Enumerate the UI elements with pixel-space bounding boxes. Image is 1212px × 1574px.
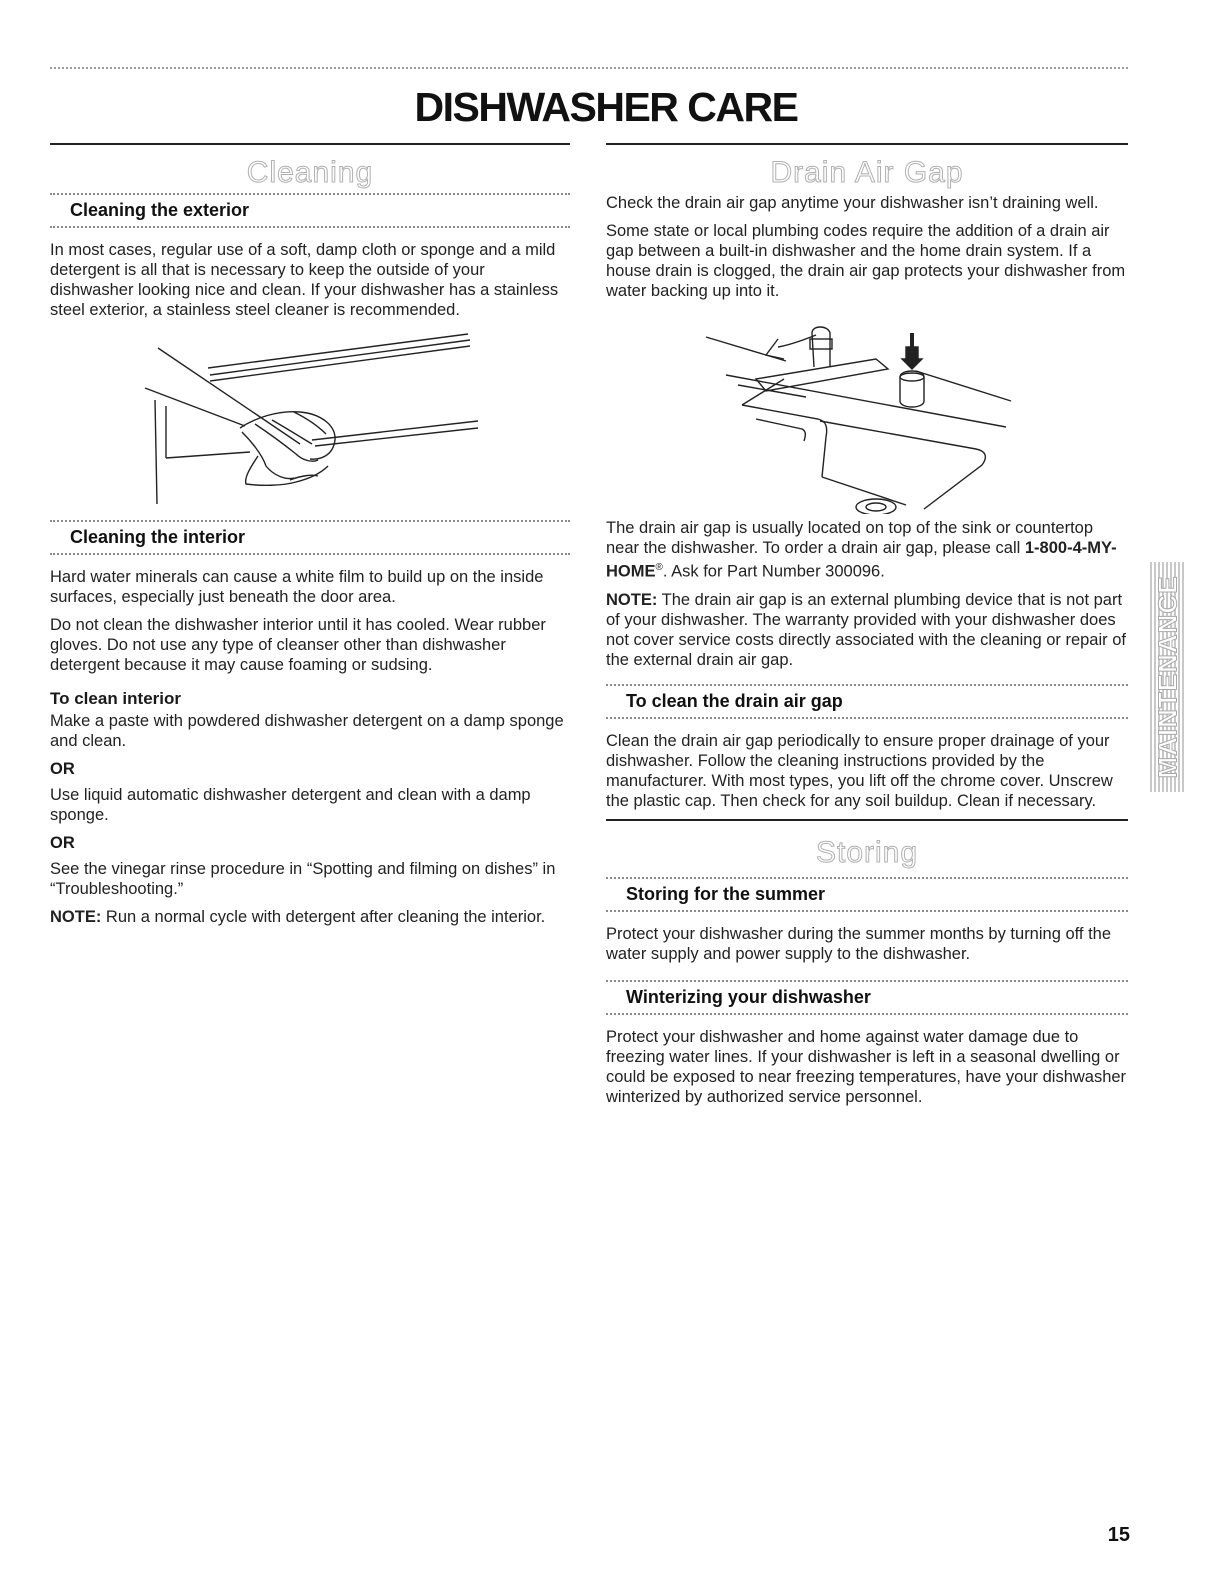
note-label: NOTE: bbox=[606, 590, 658, 609]
page-title: DISHWASHER CARE bbox=[414, 84, 798, 130]
interior-note bbox=[50, 907, 570, 927]
dotted-rule bbox=[606, 877, 1128, 879]
subheading-winterizing: Winterizing your dishwasher bbox=[626, 986, 871, 1007]
interior-step-1: Make a paste with powdered dishwasher detergent on a damp sponge and clean. bbox=[50, 712, 564, 750]
note-text: The drain air gap is an external plumbing device that is not part of your dishwasher. The warranty provided with your dishwasher does not cover service costs directly associated with the cleaning or repair of the external drain air gap. bbox=[606, 590, 1126, 669]
interior-step-2: Use liquid automatic dishwasher detergent and clean with a damp sponge. bbox=[50, 786, 531, 824]
section-heading-cleaning: Cleaning bbox=[246, 156, 374, 189]
dotted-rule bbox=[606, 1013, 1128, 1015]
section-rule bbox=[606, 143, 1128, 145]
or-label: OR bbox=[50, 834, 75, 852]
drain-paragraph-2: Some state or local plumbing codes require the addition of a drain air gap between a built-in dishwasher and the home drain system. If a house drain is clogged, the drain air gap protects your dishwasher from water backing up into it. bbox=[606, 222, 1126, 300]
subheading-clean-drain-air-gap: To clean the drain air gap bbox=[626, 690, 843, 711]
winterizing-paragraph: Protect your dishwasher and home against water damage due to freezing water lines. If your dishwasher is left in a seasonal dwelling or could be exposed to near freezing temperatures, have your dishwasher winterized by authorized service personnel. bbox=[606, 1027, 1127, 1106]
side-section-tab bbox=[1150, 562, 1186, 792]
dotted-rule bbox=[50, 520, 570, 522]
to-clean-interior-heading: To clean interior bbox=[50, 689, 181, 708]
dotted-rule bbox=[606, 980, 1128, 982]
interior-paragraph-2: Do not clean the dishwasher interior until it has cooled. Wear rubber gloves. Do not use any type of cleanser other than dishwasher detergent because it may cause foaming or sudsing. bbox=[50, 616, 546, 674]
phone-number: 1-800-4-MY-HOME bbox=[606, 539, 1117, 581]
dotted-rule bbox=[606, 717, 1128, 719]
registered-mark: ® bbox=[655, 562, 663, 573]
side-tab-label: MAINTENANCE bbox=[1152, 575, 1183, 779]
part-number-text: . Ask for Part Number 300096. bbox=[662, 562, 885, 581]
drain-air-gap-illustration bbox=[606, 309, 1128, 514]
drain-paragraph-1: Check the drain air gap anytime your dishwasher isn’t draining well. bbox=[606, 194, 1099, 212]
section-rule bbox=[50, 143, 570, 145]
subheading-cleaning-interior: Cleaning the interior bbox=[70, 527, 246, 547]
section-rule bbox=[606, 819, 1128, 821]
summer-paragraph: Protect your dishwasher during the summer months by turning off the water supply and power supply to the dishwasher. bbox=[606, 924, 1112, 963]
or-label: OR bbox=[50, 760, 75, 778]
note-text: Run a normal cycle with detergent after cleaning the interior. bbox=[101, 908, 546, 926]
note-label: NOTE: bbox=[50, 908, 102, 926]
drain-paragraph-3 bbox=[606, 518, 1128, 582]
top-dotted-rule bbox=[50, 67, 1128, 69]
section-heading-drain-air-gap: Drain Air Gap bbox=[770, 156, 964, 189]
interior-step-3: See the vinegar rinse procedure in “Spotting and filming on dishes” in “Troubleshooting.” bbox=[50, 860, 556, 898]
subheading-cleaning-exterior: Cleaning the exterior bbox=[70, 200, 250, 220]
dotted-rule bbox=[50, 553, 570, 555]
dotted-rule bbox=[606, 684, 1128, 686]
exterior-paragraph: In most cases, regular use of a soft, damp cloth or sponge and a mild detergent is all that is necessary to keep the outside of your dishwasher looking nice and clean. If your dishwasher has a stainless steel exterior, a stainless steel cleaner is recommended. bbox=[50, 241, 559, 319]
interior-paragraph-1: Hard water minerals can cause a white film to build up on the inside surfaces, especially just beneath the door area. bbox=[50, 568, 544, 606]
subheading-storing-summer: Storing for the summer bbox=[626, 883, 826, 904]
dotted-rule bbox=[50, 226, 570, 228]
clean-drain-paragraph: Clean the drain air gap periodically to ensure proper drainage of your dishwasher. Follow the cleaning instructions provided by the manufacturer. With most types, you lift off the chrome cover. Unscrew the plastic cap. Then check for any soil buildup. Clean if necessary. bbox=[606, 731, 1113, 810]
page-number: 15 bbox=[1107, 1524, 1130, 1546]
drain-paragraph-3-text: The drain air gap is usually located on top of the sink or countertop near the dishwasher. To order a drain air gap, please call bbox=[606, 519, 1094, 557]
drain-note bbox=[606, 590, 1128, 670]
section-heading-storing: Storing bbox=[815, 835, 919, 869]
dotted-rule bbox=[606, 910, 1128, 912]
dotted-rule bbox=[50, 193, 570, 195]
right-column bbox=[606, 143, 1128, 1115]
exterior-wiping-illustration bbox=[50, 328, 570, 518]
left-column bbox=[50, 143, 570, 935]
